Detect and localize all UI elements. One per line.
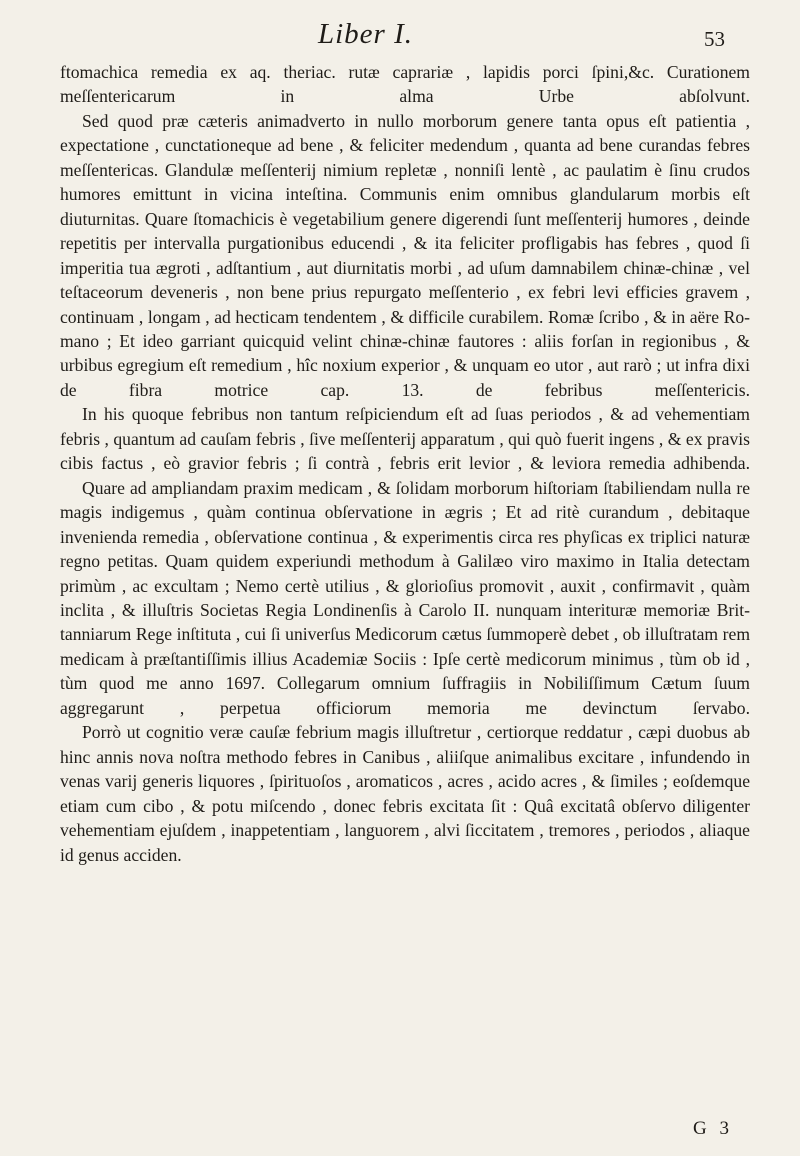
page-number: 53 [704,27,725,51]
paragraph-experiments: Porrò ut cognitio veræ cauſæ febrium magis illuſtretur , certiorque reddatur , cæpi duobus ab hinc annis nova noſtra methodo febres in Canibus , aliiſque animalibus excitare , infundendo in venas varij generis liquores , ſpirituoſos , aromaticos , acres , acido acres , & ſimiles ; eoſdemque etiam cum cibo , & potu miſcendo , donec febris excitata ſit : Quâ excitatâ obſervo diligenter vehementiam ejuſdem , inappetentiam , languorem , alvi ſiccitatem , tremores , periodos , aliaque id genus acciden. [60,722,750,865]
paragraph-observation: Quare ad ampliandam praxim medicam , & ſolidam morborum hiſtoriam ſtabiliendam nulla re magis indigemus , quàm continua obſervatione in ægris ; Et ad ritè curandum , debitaque invenienda remedia , obſervatione continua , & experimentis circa res phyſicas ex triplici naturæ regno petitas. Quam quidem experiundi methodum à Galilæo viro maximo in Italia detectam primùm , ac excultam ; Nemo certè utilius , & glorioſius promovit , auxit , confirmavit , quàm inclita , & illuſtris Societas Regia Londinenſis à Carolo II. nunquam interituræ memoriæ Brittanniarum Rege inſtituta , cui ſi univerſus Medicorum cætus ſummoperè debet , ob illuſtratam rem medicam à præſtantiſſimis illius Academiæ Sociis : Ipſe certè medicorum minimus , tùm ob id , tùm quod me anno 1697. Collegarum omnium ſuffragiis in Nobiliſſimum Cætum ſuum aggregarunt , perpetua officiorum memoria me devinctum ſervabo. [60,477,750,718]
page-header [0,18,800,58]
body-text [60,60,750,867]
paragraph-continuation: ftomachica remedia ex aq. theriac. rutæ caprariæ , lapidis porci ſpini,&c. Curationem meſſentericarum in alma Urbe abſolvunt. [60,62,750,107]
paragraph-patience: Sed quod præ cæteris animadverto in nullo morborum genere tanta opus eſt patientia , expectatione , cunctationeque ad bene , & feliciter medendum , quanta ad bene curandas febres meſſentericas. Glandulæ meſſenterij nimium repletæ , nonniſi lentè , ac paulatim è ſinu crudos humores emittunt in vicina inteſtina. Communis enim omnibus glandularum morbis eſt diuturnitas. Quare ſtomachicis è vegetabilium genere digerendi ſunt meſſenterij humores , deinde repetitis per intervalla purgationibus educendi , & ita feliciter profligabis has febres , quod ſi imperitia tua ægroti , adſtantium , aut diurnitatis morbi , ad uſum damnabilem chinæ-chinæ , vel teſtaceorum deveneris , non bene prius repurgato meſſenterio , ex febri levi efficies gravem , continuam , longam , ad hecticam tendentem , & difficile curabilem. Romæ ſcribo , & in aëre Romano ; Et ideo garriant quicquid velint chinæ-chinæ fautores : aliis forſan in regionibus , & urbibus egregium eſt remedium , hîc noxium experior , & unquam eo utor , aut rarò ; ut infra dixi de fibra motrice cap. 13. de febribus meſſentericis. [60,110,750,400]
paragraph-periods: In his quoque febribus non tantum reſpiciendum eſt ad ſuas periodos , & ad vehementiam febris , quantum ad cauſam febris , ſive meſſenterij apparatum , qui quò fuerit ingens , & ex pravis cibis factus , eò gravior febris ; ſi contrà , febris erit levior , & leviora remedia adhibenda. [60,404,750,474]
running-title: Liber I. [318,18,413,50]
signature-mark: G 3 [693,1118,733,1139]
